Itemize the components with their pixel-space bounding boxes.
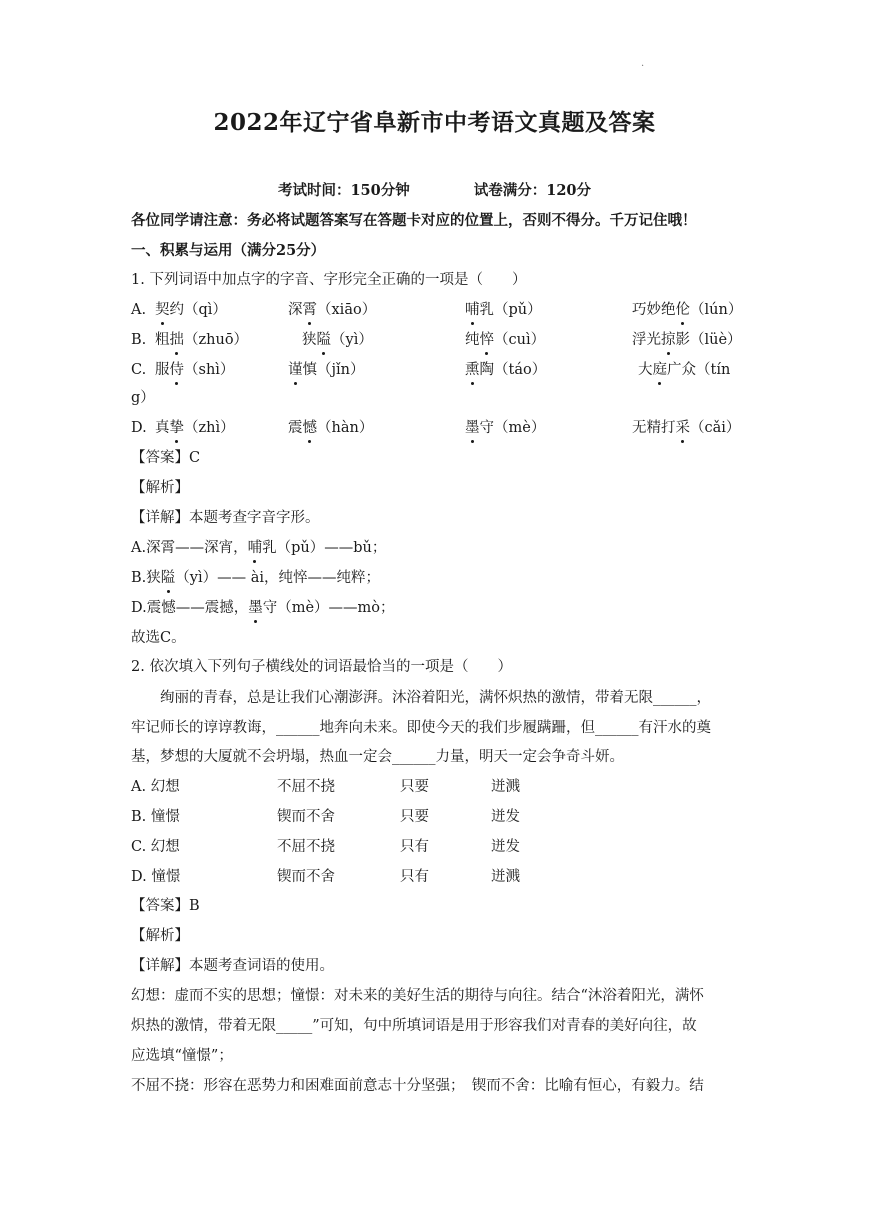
option-label: A. [131,302,147,318]
q2-passage-line: 牢记师长的谆谆教诲，______地奔向未来。即使今天的我们步履蹒跚，但______有汗水的奠 [131,720,711,736]
q1-detail: 【详解】本题考查字音字形。 [131,510,320,526]
option-word: 只有 [400,839,429,855]
term-text: 约（qì） [169,302,227,318]
option-word: 锲而不舍 [277,809,335,825]
explanation-line [131,598,741,618]
dotted-char: 隘 [160,570,176,586]
option-word: 迸溅 [491,869,520,885]
exam-info [0,181,869,201]
q1-conclusion: 故选C。 [131,630,186,646]
term-text: 广众（tín [667,362,731,378]
option-word: 不屈不挠 [277,779,335,795]
term-text: 巧妙绝 [632,302,676,318]
term-text: 乳（pǔ）——bǔ； [262,540,387,556]
dotted-char: 哺 [247,540,263,556]
option-label: A. 幻想 [131,779,180,795]
q2-passage-line: 基，梦想的大厦就不会坍塌，热血一定会______力量，明天一定会争奇斗妍。 [131,749,624,765]
dotted-char: 墨 [248,600,263,616]
option-word: 只要 [400,809,429,825]
option-term [155,360,234,380]
q2-detail: 【详解】本题考查词语的使用。 [131,958,334,974]
term-text: 服 [155,362,170,378]
dotted-char: 契 [155,302,170,318]
option-term [288,418,373,438]
option-term [288,300,376,320]
term-text: 守（mè）——mò； [262,600,395,616]
exam-time: 考试时间：150分钟 [277,182,410,199]
section-heading: 一、积累与运用（满分25分） [131,242,326,259]
term-text: 狭 [302,332,317,348]
q2-answer: 【答案】B [131,898,200,914]
q1-analysis: 【解析】 [131,480,189,496]
term-text: D.震憾——震撼， [131,600,249,616]
q2-passage-line: 绚丽的青春，总是让我们心潮澎湃。沐浴着阳光，满怀炽热的激情，带着无限______， [160,690,711,706]
term-text: 粗 [155,332,170,348]
dotted-char: 谨 [288,362,303,378]
term-text: 无精打 [632,420,676,436]
q2-body-line: 不屈不挠：形容在恶势力和困难面前意志十分坚强； 锲而不舍：比喻有恒心，有毅力。结 [131,1078,704,1094]
option-term [465,418,545,438]
option-term [632,330,742,350]
term-text: 浮光 [632,332,661,348]
option-word: 只有 [400,869,429,885]
term-text: （shì） [184,362,235,378]
q2-stem: 2. 依次填入下列句子横线处的词语最恰当的一项是（ ） [131,659,512,675]
option-label: B. 憧憬 [131,809,180,825]
option-term [288,360,364,380]
term-text: 深 [288,302,303,318]
explanation-line [131,538,741,558]
option-term [632,300,742,320]
option-term [155,300,227,320]
option-term [302,330,373,350]
dotted-char: 采 [675,420,690,436]
dotted-char: 庭 [652,362,667,378]
option-label: D. [131,420,147,436]
option-term [465,330,545,350]
option-term [465,360,546,380]
explanation-line [131,568,741,588]
q2-body-line: 幻想：虚而不实的思想；憧憬：对未来的美好生活的期待与向往。结合“沐浴着阳光，满怀 [131,988,704,1004]
option-term [155,418,235,438]
term-text: 大 [638,362,653,378]
option-term [465,300,542,320]
option-label: C. 幻想 [131,839,180,855]
term-text: 震 [288,420,303,436]
term-text: 守（mè） [479,420,546,436]
term-text: 真 [155,420,170,436]
term-text: 乳（pǔ） [479,302,542,318]
q1-answer: 【答案】C [131,450,201,466]
term-text: （zhì） [184,420,235,436]
dotted-char: 伦 [675,302,690,318]
dotted-char: 哺 [465,302,480,318]
term-text: 慎（jǐn） [302,362,365,378]
term-text: （hàn） [317,420,374,436]
dotted-char: 霄 [302,302,317,318]
term-text: （lún） [690,302,743,318]
term-text: 影（lüè） [675,332,742,348]
term-text: A.深霄——深宵， [131,540,248,556]
option-term [638,360,730,380]
option-term [155,330,248,350]
option-word: 不屈不挠 [277,839,335,855]
term-text: （yì） [331,332,373,348]
dotted-char: 侍 [169,362,184,378]
q2-body-line: 应选填“憧憬”； [131,1048,233,1064]
option-label: B. [131,332,147,348]
dotted-char: 隘 [316,332,331,348]
term-text: （xiāo） [317,302,377,318]
term-text: （cuì） [494,332,546,348]
option-label: C. [131,362,147,378]
dotted-char: 悴 [479,332,494,348]
dotted-char: 掠 [661,332,676,348]
corner-mark: . [641,58,645,69]
q1-wrap-tail: g） [131,390,155,406]
q2-analysis: 【解析】 [131,928,189,944]
term-text: B.狭 [131,570,161,586]
full-score: 试卷满分：120分 [473,182,592,199]
option-word: 锲而不舍 [277,869,335,885]
option-word: 迸发 [491,809,520,825]
option-label: D. 憧憬 [131,869,181,885]
option-word: 迸溅 [491,779,520,795]
page-title: 2022年辽宁省阜新市中考语文真题及答案 [213,109,656,136]
option-word: 迸发 [491,839,520,855]
dotted-char: 熏 [465,362,480,378]
q1-stem: 1. 下列词语中加点字的字音、字形完全正确的一项是（ ） [131,272,527,288]
option-word: 只要 [400,779,429,795]
dotted-char: 憾 [302,420,317,436]
term-text: 纯 [465,332,480,348]
term-text: （cǎi） [690,420,741,436]
term-text: （yì）—— ài，纯悴——纯粹； [175,570,380,586]
q2-body-line: 炽热的激情，带着无限_____”可知，句中所填词语是用于形容我们对青春的美好向往，故 [131,1018,697,1034]
dotted-char: 挚 [169,420,184,436]
term-text: （zhuō） [184,332,249,348]
dotted-char: 墨 [465,420,480,436]
dotted-char: 拙 [169,332,184,348]
notice: 各位同学请注意：务必将试题答案写在答题卡对应的位置上，否则不得分。千万记住哦！ [131,212,697,229]
option-term [632,418,740,438]
term-text: 陶（táo） [479,362,547,378]
